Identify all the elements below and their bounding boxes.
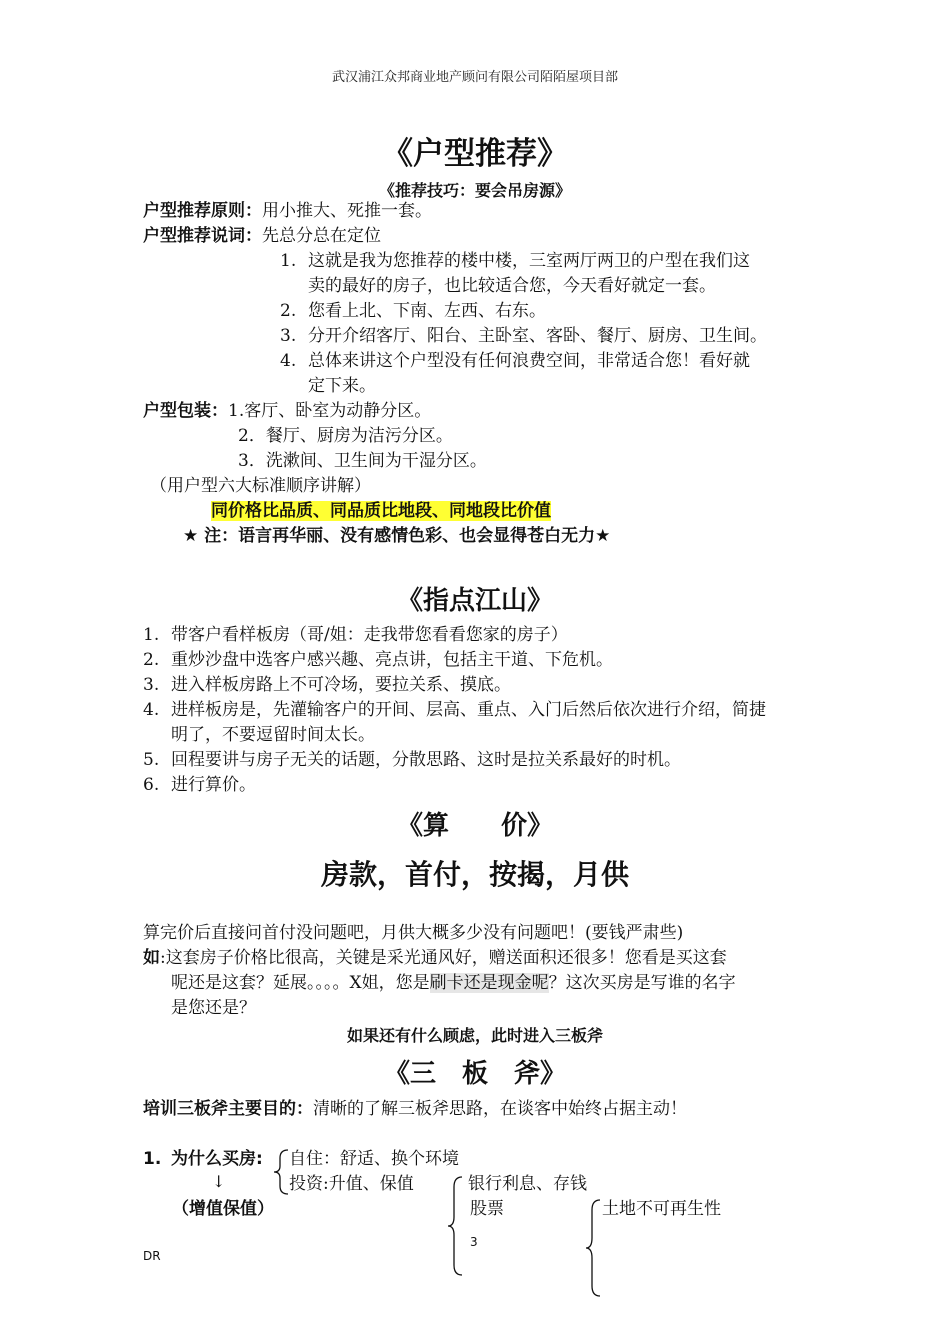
page-number: 3 — [470, 1235, 478, 1249]
speech-label: 户型推荐说词： — [143, 226, 262, 246]
example-label: 如 — [143, 948, 160, 968]
section-title-pricing: 《算 价》 — [396, 811, 553, 841]
list-item-continuation: 卖的最好的房子，也比较适合您，今天看好就定一套。 — [308, 276, 716, 296]
list-item: 3. 分开介绍客厅、阳台、主卧室、客卧、餐厅、厨房、卫生间。 — [280, 326, 767, 346]
down-arrow-icon: ↓ — [212, 1172, 226, 1191]
purpose-line — [143, 1097, 687, 1122]
question-line: 1. 为什么买房: — [143, 1149, 263, 1169]
transition-line: 如果还有什么顾虑，此时进入三板斧 — [346, 1026, 603, 1045]
package-line — [143, 399, 431, 424]
example-line-2: 呢还是这套？延展。。。。X姐，您是刷卡还是现金呢？这次买房是写谁的名字 — [171, 973, 736, 993]
principle-text: 用小推大、死推一套。 — [262, 201, 432, 221]
order-note: （用户型六大标准顺序讲解） — [150, 476, 371, 496]
brace-icon — [272, 1148, 292, 1196]
package-item-1: 1.客厅、卧室为动静分区。 — [228, 401, 432, 421]
footer-initials: DR — [143, 1249, 161, 1263]
question-label: 为什么买房: — [171, 1149, 263, 1169]
list-item: 4. 进样板房是，先灌输客户的开间、层高、重点、入门后然后依次进行介绍，简捷 — [143, 700, 766, 720]
section-title-unit-recommend: 《户型推荐》 — [382, 136, 568, 172]
pricing-paragraph: 算完价后直接问首付没问题吧，月供大概多少没有问题吧！(要钱严肃些) — [143, 923, 684, 943]
list-item: 2. 您看上北、下南、左西、右东。 — [280, 301, 546, 321]
example-line-3: 是您还是？ — [171, 998, 256, 1018]
list-item: 1. 这就是我为您推荐的楼中楼，三室两厅两卫的户型在我们这 — [280, 251, 750, 271]
section-title-three-axes: 《三 板 斧》 — [383, 1059, 566, 1089]
page-header: 武汉浦江众邦商业地产顾问有限公司陌陌屋项目部 — [331, 70, 618, 85]
section-title-point-out: 《指点江山》 — [396, 586, 553, 616]
land-line: 土地不可再生性 — [602, 1199, 721, 1219]
section-subtitle-recommend-tips: 《推荐技巧：要会吊房源》 — [378, 181, 571, 200]
purpose-label: 培训三板斧主要目的： — [143, 1099, 313, 1119]
package-label: 户型包装： — [143, 401, 228, 421]
package-item-2: 2．餐厅、厨房为洁污分区。 — [238, 426, 453, 446]
highlight-slogan: 同价格比品质、同品质比地段、同地段比价值 — [211, 501, 551, 521]
shaded-phrase: 刷卡还是现金呢 — [429, 973, 549, 993]
star-note: ★ 注：语言再华丽、没有感情色彩、也会显得苍白无力★ — [183, 526, 611, 546]
brace-icon — [584, 1198, 604, 1298]
bank-line: 银行利息、存钱 — [468, 1174, 587, 1194]
list-item: 6. 进行算价。 — [143, 775, 256, 795]
list-item: 2. 重炒沙盘中选客户感兴趣、亮点讲，包括主干道、下危机。 — [143, 650, 613, 670]
self-use-line: 自住：舒适、换个环境 — [289, 1149, 459, 1169]
list-item: 3. 进入样板房路上不可冷场，要拉关系、摸底。 — [143, 675, 511, 695]
principle-label: 户型推荐原则： — [143, 201, 262, 221]
example-line-1: 如:这套房子价格比很高，关键是采光通风好，赠送面积还很多！您看是买这套 — [143, 948, 727, 968]
purpose-text: 清晰的了解三板斧思路，在谈客中始终占据主动！ — [313, 1099, 687, 1119]
stock-line: 股票 — [470, 1199, 504, 1219]
package-item-3: 3．洗漱间、卫生间为干湿分区。 — [238, 451, 487, 471]
speech-text: 先总分总在定位 — [262, 226, 381, 246]
list-item-continuation: 定下来。 — [308, 376, 376, 396]
principle-line — [143, 199, 432, 224]
list-item: 1. 带客户看样板房（哥/姐：走我带您看看您家的房子） — [143, 625, 568, 645]
list-item: 5. 回程要讲与房子无关的话题，分散思路、这时是拉关系最好的时机。 — [143, 750, 681, 770]
speech-line — [143, 224, 381, 249]
brace-icon — [446, 1175, 466, 1277]
invest-line: 投资:升值、保值 — [289, 1174, 414, 1194]
list-item: 4. 总体来讲这个户型没有任何浪费空间，非常适合您！看好就 — [280, 351, 750, 371]
value-label: （增值保值） — [172, 1199, 274, 1219]
pricing-subtitle: 房款，首付，按揭，月供 — [320, 858, 629, 891]
list-item-continuation: 明了，不要逗留时间太长。 — [171, 725, 375, 745]
